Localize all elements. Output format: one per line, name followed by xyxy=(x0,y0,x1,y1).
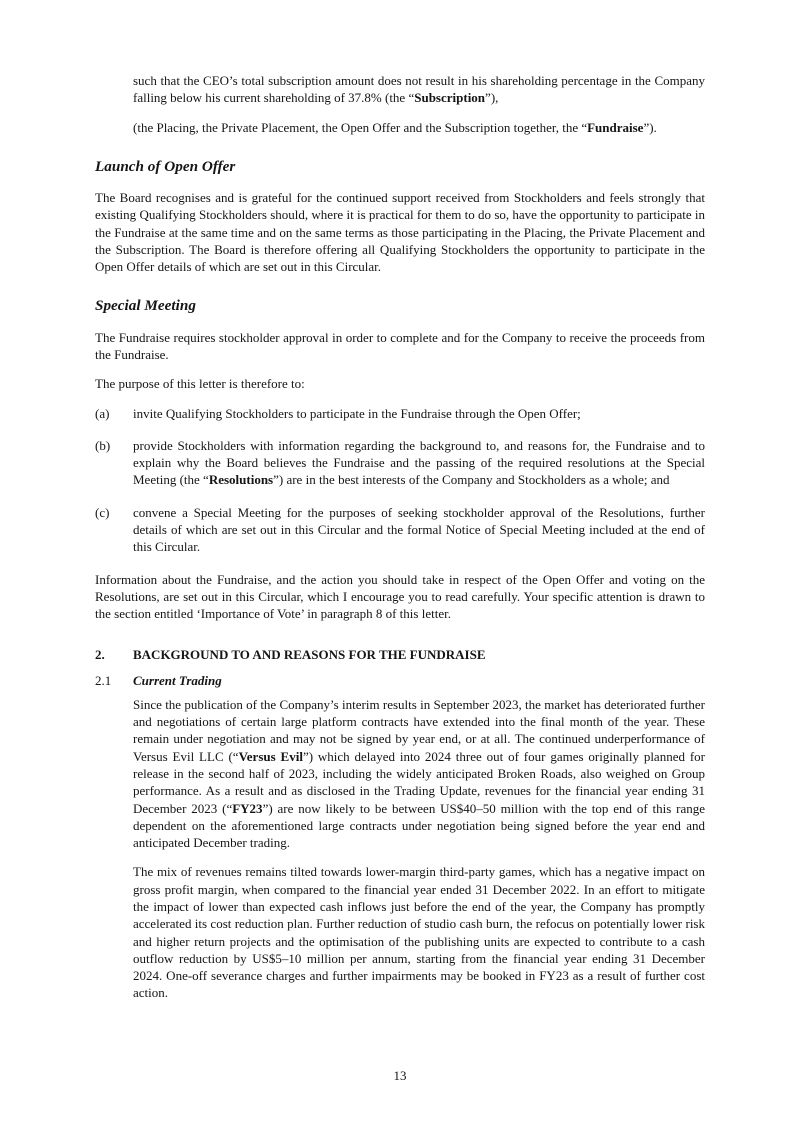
page-number: 13 xyxy=(393,1067,407,1083)
subsection-2-1-heading xyxy=(95,672,705,689)
subsection-number: 2.1 xyxy=(95,672,112,688)
section-title: BACKGROUND TO AND REASONS FOR THE FUNDRAISE xyxy=(133,647,486,663)
defined-term-versus-evil: Versus Evil xyxy=(238,748,303,764)
text-run: ”) are in the best interests of the Company and Stockholders as a whole; and xyxy=(273,472,670,488)
text-run: ”), xyxy=(485,90,499,106)
text-run: (the Placing, the Private Placement, the Open Offer and the Subscription together, the “ xyxy=(133,119,588,135)
special-meeting-paragraph-2: The purpose of this letter is therefore to: xyxy=(95,376,305,392)
text-run: ”) which delayed into 2024 three out of four games originally planned for release in the second half of 2023, including the widely anticipated Broken Roads, also weighed on Group performance. As a result and as disclosed in the Trading Update, revenues for the financial year ending 31 December 2023 (“ xyxy=(133,748,705,816)
list-item-c xyxy=(95,504,705,556)
text-run: ”) are now likely to be between US$40–50 million with the top end of this range dependent on the aforementioned large contracts under negotiation being signed before the year end and anticipated December trading. xyxy=(133,800,706,851)
special-meeting-heading: Special Meeting xyxy=(95,297,196,315)
subsection-title: Current Trading xyxy=(133,672,222,688)
special-meeting-paragraph-1: The Fundraise requires stockholder approval in order to complete and for the Company to receive the proceeds from the Fundraise. xyxy=(95,329,705,362)
list-marker-a: (a) xyxy=(95,405,110,421)
list-marker-c: (c) xyxy=(95,504,110,520)
text-run: invite Qualifying Stockholders to participate in the Fundraise through the Open Offer; xyxy=(133,405,581,421)
list-marker-b: (b) xyxy=(95,437,111,453)
current-trading-paragraph-1 xyxy=(133,696,705,852)
text-run: convene a Special Meeting for the purposes of seeking stockholder approval of the Resolutions, further details of which are set out in this Circular and the formal Notice of Special Meeting included at the end of this Circular. xyxy=(133,504,705,555)
section-number: 2. xyxy=(95,647,105,663)
section-2-heading xyxy=(95,646,705,663)
defined-term-fundraise: Fundraise xyxy=(587,119,644,135)
information-paragraph: Information about the Fundraise, and the action you should take in respect of the Open Offer and voting on the Resolutions, are set out in this Circular, which I encourage you to read carefully. Your specific attention is drawn to the section entitled ‘Importance of Vote’ in paragraph 8 of this letter. xyxy=(95,571,705,622)
defined-term-resolutions: Resolutions xyxy=(208,472,274,488)
list-item-a xyxy=(95,405,705,422)
text-run: such that the CEO’s total subscription amount does not result in his shareholding percentage in the Company falling below his current shareholding of 37.8% (the “ xyxy=(133,73,705,106)
defined-term-subscription: Subscription xyxy=(414,90,486,106)
fundraise-definition-paragraph xyxy=(133,119,705,136)
launch-of-open-offer-heading: Launch of Open Offer xyxy=(95,157,236,175)
text-run: provide Stockholders with information regarding the background to, and reasons for, the Fundraise and to explain why the Board believes the Fundraise and the passing of the required resolutions at the Special Meeting (the “ xyxy=(133,437,705,488)
text-run: Since the publication of the Company’s interim results in September 2023, the market has deteriorated further and negotiations of certain large platform contracts have extended into the final month of the year. These remain under negotiation and may not be signed by year end, or at all. The continued underperformance of Versus Evil LLC (“ xyxy=(133,696,705,764)
launch-of-open-offer-paragraph: The Board recognises and is grateful for the continued support received from Stockholders and feels strongly that existing Qualifying Stockholders should, where it is practical for them to do so, have the opportunity to participate in the Fundraise at the same time and on the same terms as those participating in the Placing, the Private Placement and the Subscription. The Board is therefore offering all Qualifying Stockholders the opportunity to participate in the Open Offer details of which are set out in this Circular. xyxy=(95,190,705,275)
list-item-b xyxy=(95,437,705,489)
current-trading-paragraph-2: The mix of revenues remains tilted towards lower-margin third-party games, which has a negative impact on gross profit margin, when compared to the financial year ended 31 December 2022. In an effort to mitigate the impact of lower than expected cash inflows just before the end of the year, the Company has promptly accelerated its cost reduction plan. Further reduction of studio cash burn, the refocus on potentially lower risk and higher return projects and the optimisation of the publishing units are expected to contribute to a cash outflow reduction by US$5–10 million per annum, starting from the financial year ending 31 December 2024. One-off severance charges and further impairments may be booked in FY23 as a result of further cost action. xyxy=(133,864,705,1001)
subscription-definition-paragraph xyxy=(133,72,705,107)
text-run: ”). xyxy=(643,119,657,135)
defined-term-fy23: FY23 xyxy=(232,800,263,816)
